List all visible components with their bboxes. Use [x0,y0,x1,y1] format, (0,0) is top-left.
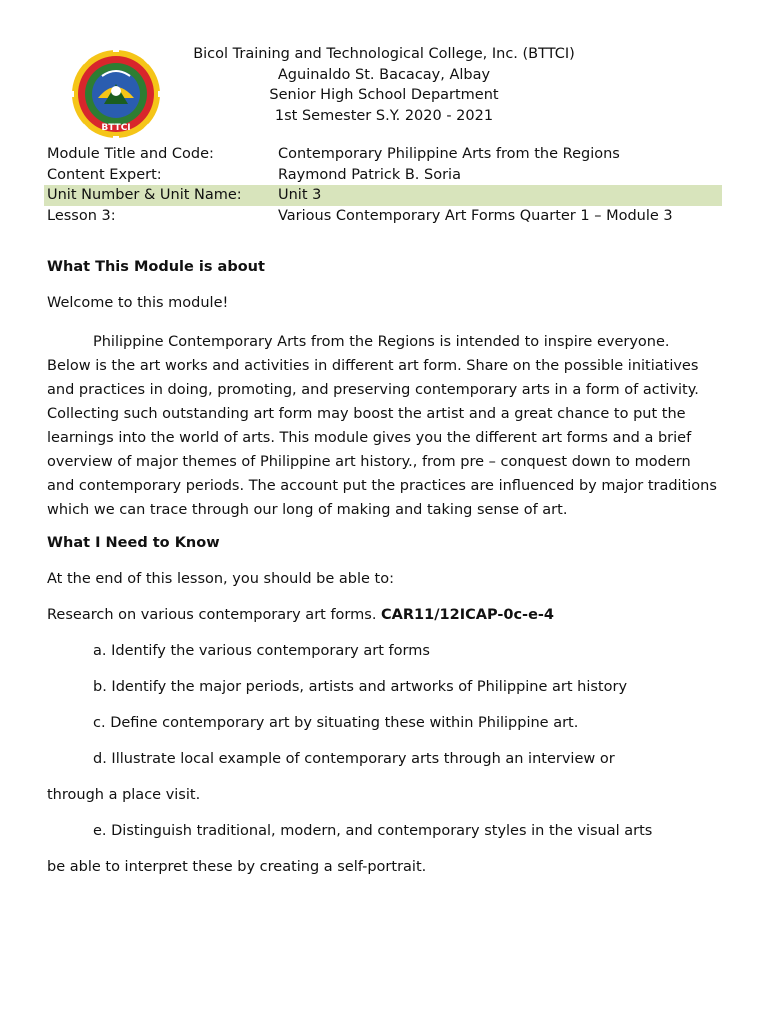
info-label: Unit Number & Unit Name: [47,187,242,203]
section-heading-about: What This Module is about [47,259,265,275]
college-name: Bicol Training and Technological College, Inc. (BTTCI) [193,46,575,62]
paragraph-line: overview of major themes of Philippine art history., from pre – conquest down to modern [47,454,691,470]
module-info-table [44,144,722,226]
objective-item-d: d. Illustrate local example of contemporary arts through an interview or [93,751,615,767]
school-seal-icon [68,46,164,142]
info-label: Lesson 3: [47,207,116,224]
info-value: Contemporary Philippine Arts from the Regions [278,146,620,162]
department-name: Senior High School Department [269,87,499,103]
info-value: Unit 3 [278,187,322,203]
objectives-intro: At the end of this lesson, you should be able to: [47,571,395,587]
competency-code: CAR11/12ICAP-0c-e-4 [381,607,555,623]
info-row-unit [44,185,722,206]
info-row-content-expert [44,165,722,186]
objective-item-d-continuation: through a place visit. [47,787,201,803]
logo-text: BTTCI [101,123,131,133]
intro-paragraph [47,330,727,522]
info-value: Raymond Patrick B. Soria [278,166,461,183]
objective-item-e: e. Distinguish traditional, modern, and contemporary styles in the visual arts [93,823,653,839]
info-value: Various Contemporary Art Forms Quarter 1 – Module 3 [278,207,673,224]
welcome-text: Welcome to this module! [47,295,229,311]
semester-line: 1st Semester S.Y. 2020 - 2021 [274,107,494,124]
info-row-module-title [44,144,722,165]
info-label: Content Expert: [47,166,162,183]
paragraph-line: learnings into the world of arts. This module gives you the different art forms and a brief [47,430,692,446]
research-line [47,607,727,623]
paragraph-line: Collecting such outstanding art form may boost the artist and a great chance to put the [47,406,686,422]
paragraph-line: Philippine Contemporary Arts from the Regions is intended to inspire everyone. [93,334,670,350]
objective-item-c: c. Define contemporary art by situating these within Philippine art. [93,715,579,731]
paragraph-line: and practices in doing, promoting, and preserving contemporary arts in a form of activity. [47,382,699,398]
document-header [170,44,598,126]
section-heading-need-to-know: What I Need to Know [47,535,220,551]
objective-item-b: b. Identify the major periods, artists and artworks of Philippine art history [93,679,628,695]
research-text: Research on various contemporary art forms. [47,607,377,623]
objective-item-e-continuation: be able to interpret these by creating a self-portrait. [47,859,427,875]
college-address: Aguinaldo St. Bacacay, Albay [277,66,491,83]
info-row-lesson [44,206,722,227]
info-label: Module Title and Code: [47,146,214,162]
paragraph-line: which we can trace through our long of making and taking sense of art. [47,502,568,518]
paragraph-line: Below is the art works and activities in different art form. Share on the possible initiatives [47,358,699,374]
paragraph-line: and contemporary periods. The account put the practices are influenced by major traditions [47,478,717,494]
objective-item-a: a. Identify the various contemporary art forms [93,643,430,659]
